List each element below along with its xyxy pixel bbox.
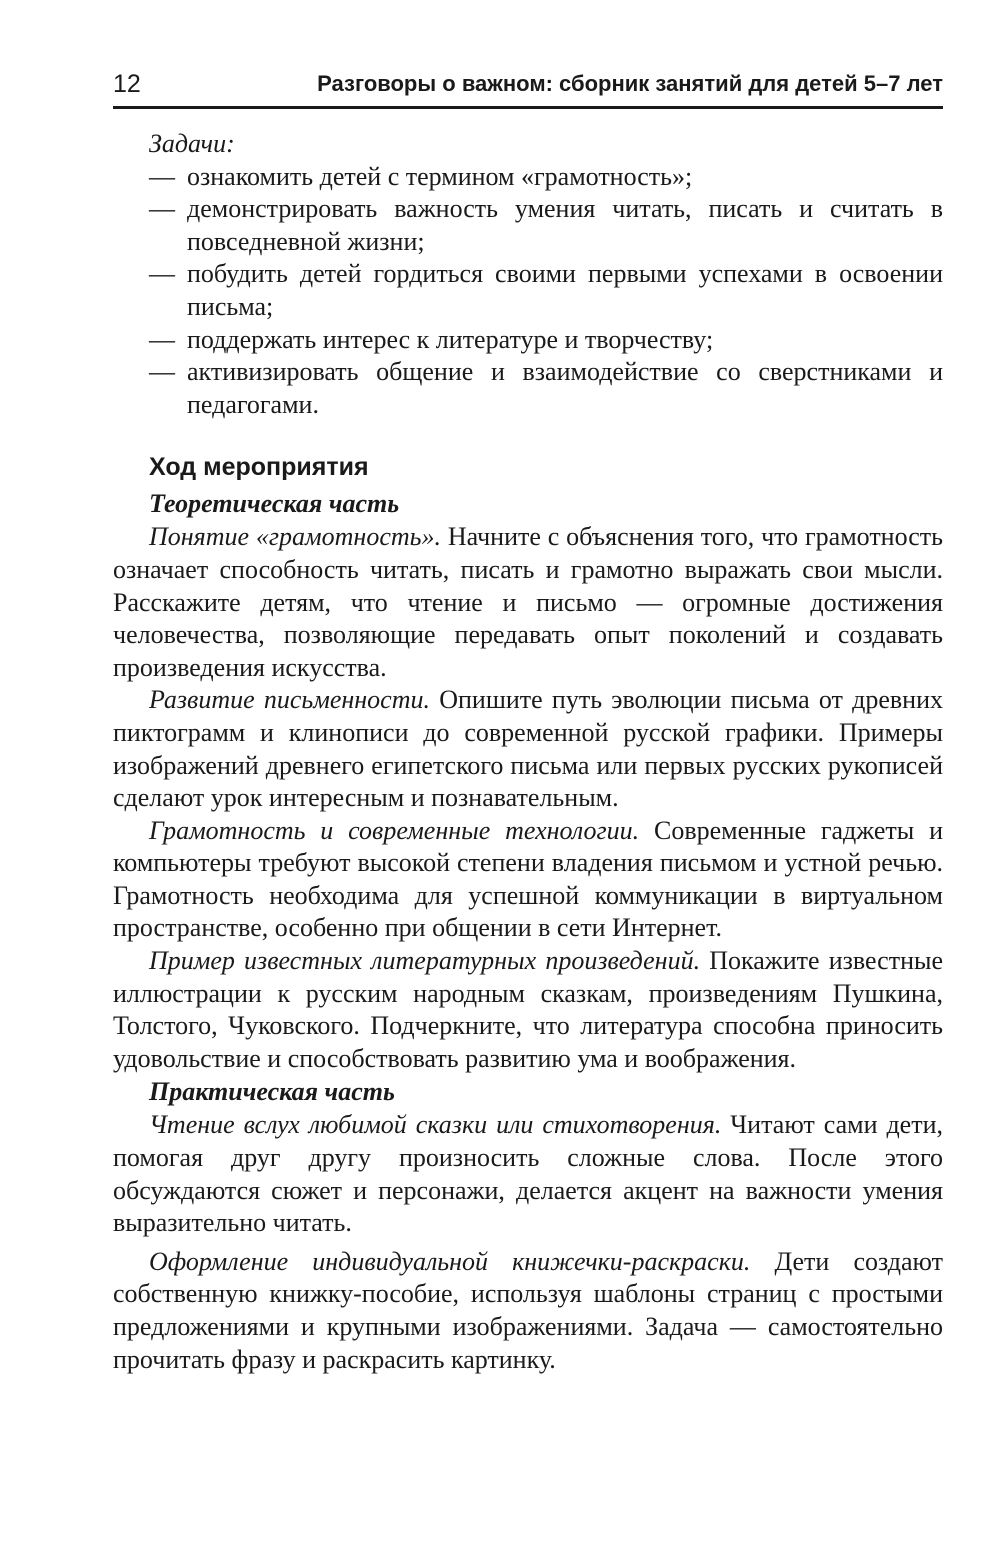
task-item-text: демонстрировать важность умения читать, писать и считать в повседневной жизни;: [187, 194, 943, 256]
tasks-label: Задачи:: [149, 129, 235, 158]
practice-subheading: Практическая часть: [149, 1077, 395, 1107]
task-item-text: поддержать интерес к литературе и творчеству;: [187, 324, 714, 354]
running-head: [113, 66, 943, 106]
task-item: [113, 324, 943, 357]
paragraph-lead: Чтение вслух любимой сказки или стихотворения.: [149, 1110, 722, 1140]
paragraph-literary-works: [113, 945, 943, 1075]
task-item: [113, 193, 943, 258]
paragraph-text: Начните с объяснения того, что грамотность означает способность читать, писать и грамотно выражать свои мысли. Расскажите детям, что чтение и письмо — огромные достижения человечества, позволяющие передавать опыт поколений и создавать произведения искусства.: [113, 522, 943, 682]
paragraph-lead: Понятие «грамотность».: [149, 522, 441, 552]
paragraph-writing-development: [113, 684, 943, 814]
paragraph-text: Покажите известные иллюстрации к русским народным сказкам, произведениям Пушкина, Толстого, Чуковского. Подчеркните, что литература способна приносить удовольствие и способствовать развитию ума и воображения.: [113, 946, 944, 1073]
task-item: [113, 258, 943, 323]
theory-subheading: Теоретическая часть: [149, 489, 400, 519]
running-title: Разговоры о важном: сборник занятий для детей 5–7 лет: [317, 71, 943, 96]
paragraph-lead: Пример известных литературных произведений.: [149, 946, 701, 976]
task-item: [113, 356, 943, 421]
list-dash: —: [149, 357, 175, 387]
task-list: [113, 161, 943, 422]
paragraph-literacy-concept: [113, 521, 943, 684]
paragraph-lead: Грамотность и современные технологии.: [149, 815, 640, 845]
paragraph-lead: Оформление индивидуальной книжечки-раскраски.: [149, 1246, 751, 1276]
list-dash: —: [149, 161, 175, 191]
task-item-text: ознакомить детей с термином «грамотность»;: [187, 161, 693, 191]
paragraph-text: Дети создают собственную книжку-пособие, используя шаблоны страниц с простыми предложениями и крупными изображениями. Задача — самостоятельно прочитать фразу и раскрасить картинку.: [113, 1246, 943, 1374]
paragraph-text: Современные гаджеты и компьютеры требуют высокой степени владения письмом и устной речью. Грамотность необходима для успешной коммуникации в виртуальном пространстве, особенно при общении в сети Интернет.: [113, 815, 943, 943]
paragraph-lead: Развитие письменности.: [149, 685, 430, 715]
page-content: [113, 128, 943, 1376]
paragraph-modern-technology: [113, 815, 943, 945]
paragraph-reading-aloud: [113, 1109, 943, 1239]
header-rule: [113, 106, 943, 109]
list-dash: —: [149, 324, 175, 354]
paragraph-text: Читают сами дети, помогая друг другу произносить сложные слова. После этого обсуждаются сюжет и персонажи, делается акцент на важности умения выразительно читать.: [113, 1110, 943, 1238]
paragraph-coloring-book: [113, 1246, 943, 1376]
page-number: 12: [113, 70, 141, 98]
list-dash: —: [149, 259, 175, 289]
task-item-text: побудить детей гордиться своими первыми успехами в освоении письма;: [187, 259, 943, 321]
section-heading: Ход мероприятия: [149, 453, 369, 482]
paragraph-text: Опишите путь эволюции письма от древних пиктограмм и клинописи до современной русской графики. Примеры изображений древнего египетского письма или первых русских рукописей сделают урок интересным и познавательным.: [113, 685, 943, 813]
list-dash: —: [149, 194, 175, 224]
task-item-text: активизировать общение и взаимодействие со сверстниками и педагогами.: [187, 357, 943, 419]
task-item: [113, 161, 943, 194]
